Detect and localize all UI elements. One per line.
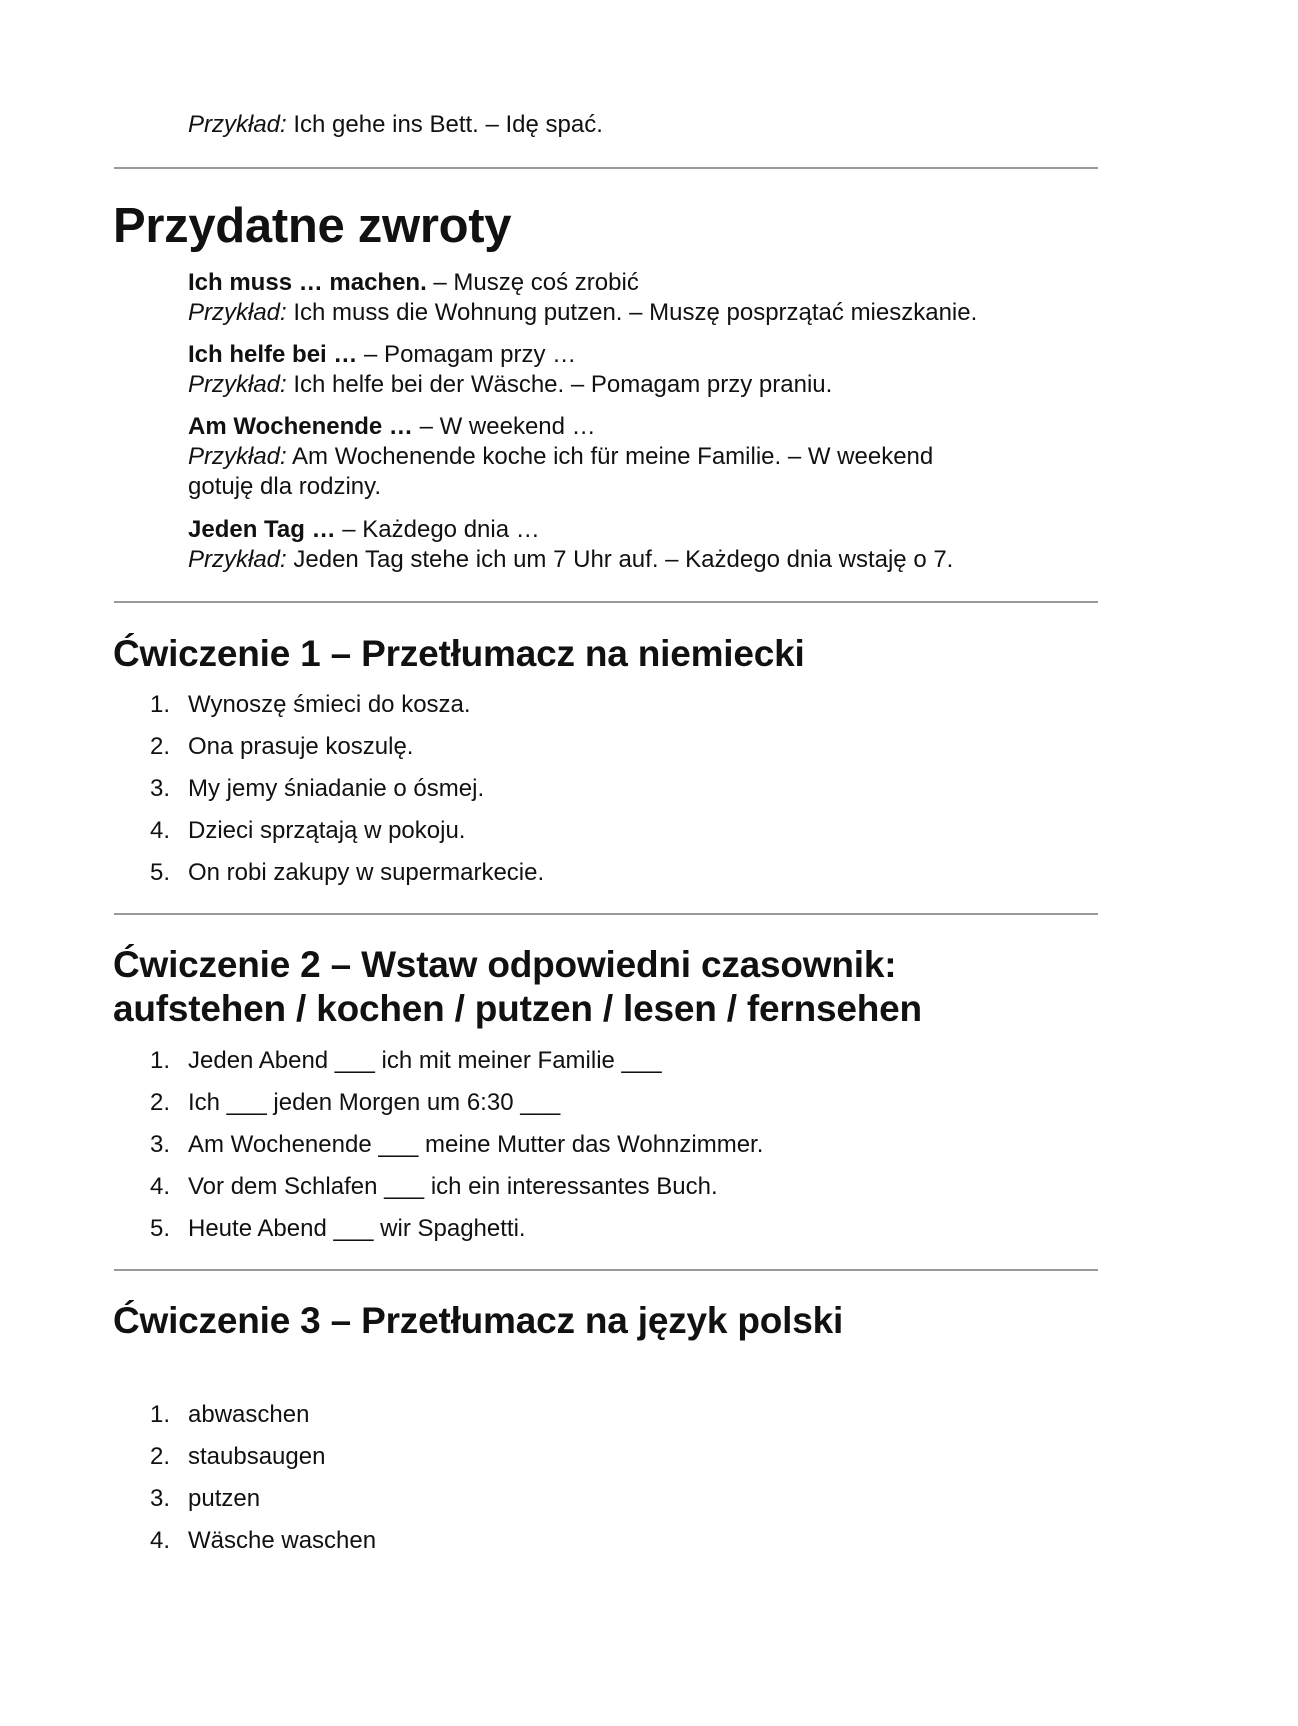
divider [114, 167, 1098, 169]
exercise-1-item: Ona prasuje koszulę. [188, 733, 414, 760]
exercise-2-item: Heute Abend ___ wir Spaghetti. [188, 1215, 526, 1242]
example-label: Przykład: [188, 299, 287, 326]
exercise-1-item: Dzieci sprzątają w pokoju. [188, 817, 466, 844]
example-label: Przykład: [188, 371, 287, 398]
phrase-translation: – Każdego dnia … [335, 516, 540, 543]
phrase-1-example [188, 298, 977, 328]
phrase-german: Ich muss … machen. [188, 269, 427, 296]
exercise-2-item: Jeden Abend ___ ich mit meiner Familie ___ [188, 1047, 662, 1074]
phrase-translation: – Muszę coś zrobić [426, 269, 639, 296]
exercise-3-item: staubsaugen [188, 1443, 326, 1470]
example-text: Am Wochenende koche ich für meine Familie. – W weekend [286, 443, 934, 470]
list-number: 1. [150, 1047, 171, 1074]
section-title-phrases: Przydatne zwroty [113, 199, 512, 253]
list-number: 4. [150, 1527, 171, 1554]
example-text: Ich muss die Wohnung putzen. – Muszę posprzątać mieszkanie. [286, 299, 978, 326]
phrase-4 [188, 515, 540, 545]
phrase-german: Ich helfe bei … [188, 341, 358, 368]
list-number: 5. [150, 1215, 171, 1242]
exercise-2-verbs: aufstehen / kochen / putzen / lesen / fernsehen [113, 988, 922, 1029]
exercise-2-item: Vor dem Schlafen ___ ich ein interessantes Buch. [188, 1173, 718, 1200]
exercise-2-item: Ich ___ jeden Morgen um 6:30 ___ [188, 1089, 561, 1116]
phrase-3 [188, 412, 596, 442]
phrase-2-example [188, 370, 832, 400]
divider [114, 1269, 1098, 1271]
example-label: Przykład: [188, 546, 287, 573]
example-text: Ich helfe bei der Wäsche. – Pomagam przy praniu. [286, 371, 833, 398]
list-number: 3. [150, 1131, 171, 1158]
exercise-1-item: On robi zakupy w supermarkecie. [188, 859, 545, 886]
list-number: 3. [150, 1485, 171, 1512]
exercise-1-title: Ćwiczenie 1 – Przetłumacz na niemiecki [113, 633, 805, 674]
list-number: 2. [150, 1089, 171, 1116]
exercise-2-title: Ćwiczenie 2 – Wstaw odpowiedni czasownik: [113, 944, 897, 985]
list-number: 5. [150, 859, 171, 886]
phrase-german: Am Wochenende … [188, 413, 413, 440]
phrase-2 [188, 340, 576, 370]
phrase-3-example-cont: gotuję dla rodziny. [188, 473, 382, 500]
phrase-1 [188, 268, 639, 298]
intro-example [188, 110, 603, 140]
list-number: 2. [150, 733, 171, 760]
exercise-3-item: Wäsche waschen [188, 1527, 377, 1554]
example-label: Przykład: [188, 443, 287, 470]
example-text: Ich gehe ins Bett. – Idę spać. [286, 111, 603, 138]
exercise-2-item: Am Wochenende ___ meine Mutter das Wohnzimmer. [188, 1131, 764, 1158]
phrase-4-example [188, 545, 953, 575]
divider [114, 913, 1098, 915]
list-number: 4. [150, 1173, 171, 1200]
phrase-translation: – Pomagam przy … [357, 341, 577, 368]
example-label: Przykład: [188, 111, 287, 138]
list-number: 1. [150, 691, 171, 718]
exercise-1-item: Wynoszę śmieci do kosza. [188, 691, 471, 718]
list-number: 4. [150, 817, 171, 844]
example-text: Jeden Tag stehe ich um 7 Uhr auf. – Każdego dnia wstaję o 7. [286, 546, 954, 573]
phrase-german: Jeden Tag … [188, 516, 336, 543]
phrase-translation: – W weekend … [412, 413, 596, 440]
divider [114, 601, 1098, 603]
list-number: 1. [150, 1401, 171, 1428]
exercise-3-item: putzen [188, 1485, 261, 1512]
exercise-1-item: My jemy śniadanie o ósmej. [188, 775, 485, 802]
phrase-3-example [188, 442, 933, 472]
exercise-3-title: Ćwiczenie 3 – Przetłumacz na język polski [113, 1300, 844, 1341]
exercise-3-item: abwaschen [188, 1401, 310, 1428]
list-number: 2. [150, 1443, 171, 1470]
list-number: 3. [150, 775, 171, 802]
